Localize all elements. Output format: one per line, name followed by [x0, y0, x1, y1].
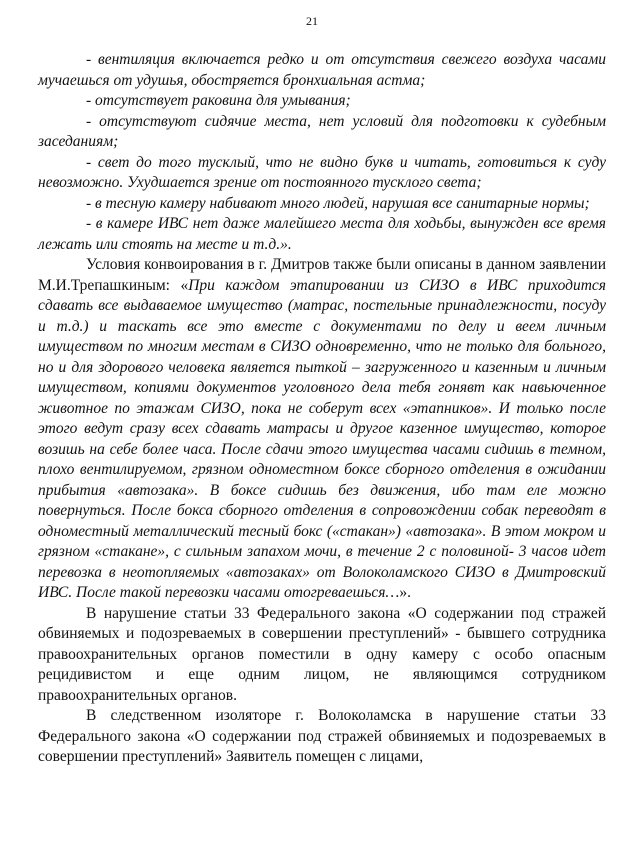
convoy-outro: ». [399, 584, 411, 601]
paragraph-violation-1: В нарушение статьи 33 Федерального закона «О содержании под стражей обвиняемых и подозреваемых в совершении преступлений» - бывшего сотрудника правоохранительных органов поместили в одну камеру с особо опасным рецидивистом и еще одним лицом, не являющимся сотрудником правоохранительных органов. [38, 604, 606, 704]
convoy-quote: При каждом этапировании из СИЗО в ИВС приходится сдавать все выдаваемое имущество (матрас, постельные принадлежности, посуду и т.д.) и таскать все это вместе с документами по делу и веем личным имуществом по многим местам в СИЗО одновременно, что не только для больного, но и для здорового человека является пыткой – загруженного и казенным и личным имуществом, копиями документов уголовного дела тебя гонявт как навьюченное животное по этажам СИЗО, пока не соберут всех «этапников». И только после этого ведут сразу всех сдавать матрасы и другое казенное имущество, которое возишь на себе более часа. После сдачи этого имущества часами сидишь в темном, плохо вентилируемом, грязном одноместном боксе сборного отделения в ожидании прибытия «автозака». В боксе сидишь без движения, ибо там еле можно повернуться. После бокса сборного отделения в сопровождении собак переводят в одноместный металлический тесный бокс («стакан») «автозака». В этом мокром и грязном «стакане», с сильным запахом мочи, в течение 2 с половиной- 3 часов идет перевозка в неотопляемых «автозаках» от Волоколамского СИЗО в Дмитровский ИВС. После такой перевозки часами отогреваешься… [38, 276, 606, 601]
quote-item-crowding: - в тесную камеру набивают много людей, нарушая все санитарные нормы; [86, 194, 590, 212]
quote-item-light: - свет до того тусклый, что не видно букв и читать, готовиться к суду невозможно. Ухудшается зрение от постоянного тусклого света; [38, 153, 606, 191]
quote-item-seating: - отсутствуют сидячие места, нет условий для подготовки к судебным заседаниям; [38, 112, 606, 150]
page-content [38, 50, 606, 768]
paragraph-violation-2: В следственном изоляторе г. Волоколамска в нарушение статьи 33 Федерального закона «О содержании под стражей обвиняемых и подозреваемых в совершении преступлений» Заявитель помещен с лицами, [38, 707, 606, 765]
convoy-intro: Условия конвоирования в г. Дмитров также были описаны в данном заявлении М.И.Трепашкиным: « [38, 256, 606, 294]
quote-item-sink: - отсутствует раковина для умывания; [86, 92, 351, 109]
page-number: 21 [306, 14, 318, 28]
paragraph-convoy-conditions [38, 255, 606, 604]
quote-item-space: - в камере ИВС нет даже малейшего места для ходьбы, вынужден все время лежать или стоять на месте и т.д.». [38, 215, 606, 253]
quote-item-ventilation: - вентиляция включается редко и от отсутствия свежего воздуха часами мучаешься от удушья, обостряется бронхиальная астма; [38, 51, 606, 89]
